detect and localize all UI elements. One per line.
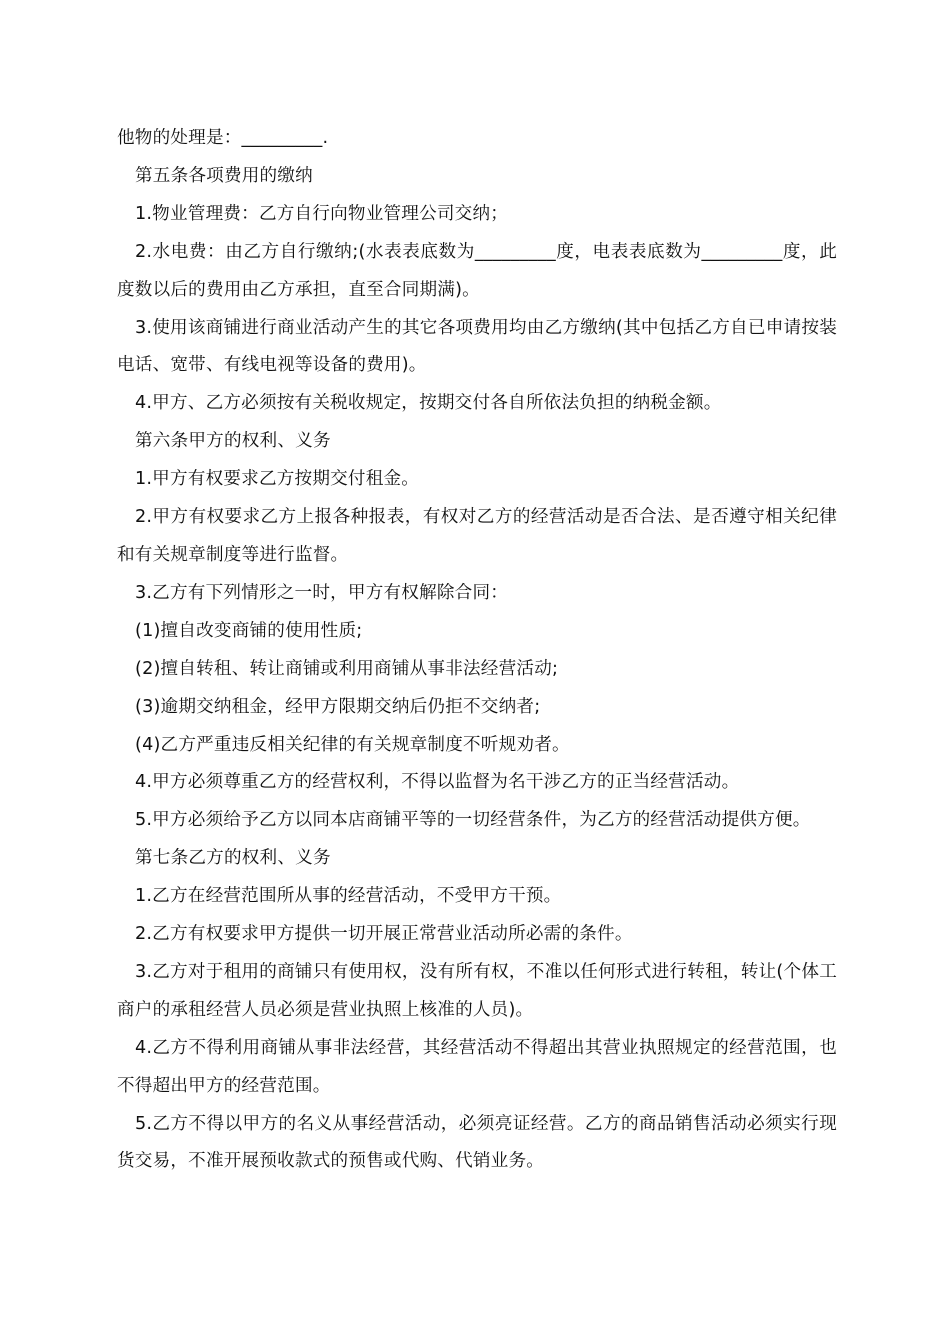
article-7-item-3: 3.乙方对于租用的商铺只有使用权，没有所有权，不准以任何形式进行转租，转让(个体工商户的承租经营人员必须是营业执照上核准的人员)。 [117, 961, 837, 1020]
article-6-subitem-2: (2)擅自转租、转让商铺或利用商铺从事非法经营活动; [135, 658, 559, 679]
article-6-heading: 第六条甲方的权利、义务 [135, 431, 331, 452]
article-6-item-1: 1.甲方有权要求乙方按期交付租金。 [135, 469, 420, 490]
article-5-item-3: 3.使用该商铺进行商业活动产生的其它各项费用均由乙方缴纳(其中包括乙方自已申请按装电话、宽带、有线电视等设备的费用)。 [117, 317, 837, 376]
article-6-item-3: 3.乙方有下列情形之一时，甲方有权解除合同： [135, 582, 509, 603]
article-5-item-1: 1.物业管理费：乙方自行向物业管理公司交纳； [135, 203, 509, 224]
top-line: 他物的处理是：_________. [117, 128, 329, 148]
article-6-item-4: 4.甲方必须尊重乙方的经营权利，不得以监督为名干涉乙方的正当经营活动。 [135, 772, 740, 793]
article-5-item-2: 2.水电费：由乙方自行缴纳;(水表表底数为_________度，电表表底数为_________度，此度数以后的费用由乙方承担，直至合同期满)。 [117, 241, 837, 300]
article-7-item-5: 5.乙方不得以甲方的名义从事经营活动，必须亮证经营。乙方的商品销售活动必须实行现货交易，不准开展预收款式的预售或代购、代销业务。 [117, 1113, 837, 1172]
article-7-item-2: 2.乙方有权要求甲方提供一切开展正常营业活动所必需的条件。 [135, 924, 633, 945]
article-5-item-4: 4.甲方、乙方必须按有关税收规定，按期交付各自所依法负担的纳税金额。 [135, 393, 722, 414]
article-7-heading: 第七条乙方的权利、义务 [135, 848, 331, 869]
article-6-subitem-3: (3)逾期交纳租金，经甲方限期交纳后仍拒不交纳者; [135, 696, 541, 717]
article-6-subitem-4: (4)乙方严重违反相关纪律的有关规章制度不听规劝者。 [135, 734, 570, 755]
article-6-item-5: 5.甲方必须给予乙方以同本店商铺平等的一切经营条件，为乙方的经营活动提供方便。 [135, 810, 811, 831]
article-7-item-4: 4.乙方不得利用商铺从事非法经营，其经营活动不得超出其营业执照规定的经营范围，也不得超出甲方的经营范围。 [117, 1037, 837, 1096]
article-5-heading: 第五条各项费用的缴纳 [135, 165, 313, 186]
article-7-item-1: 1.乙方在经营范围所从事的经营活动，不受甲方干预。 [135, 886, 562, 907]
article-6-item-2: 2.甲方有权要求乙方上报各种报表，有权对乙方的经营活动是否合法、是否遵守相关纪律和有关规章制度等进行监督。 [117, 507, 837, 565]
article-6-subitem-1: (1)擅自改变商铺的使用性质; [135, 620, 363, 641]
contract-body [117, 120, 837, 1181]
